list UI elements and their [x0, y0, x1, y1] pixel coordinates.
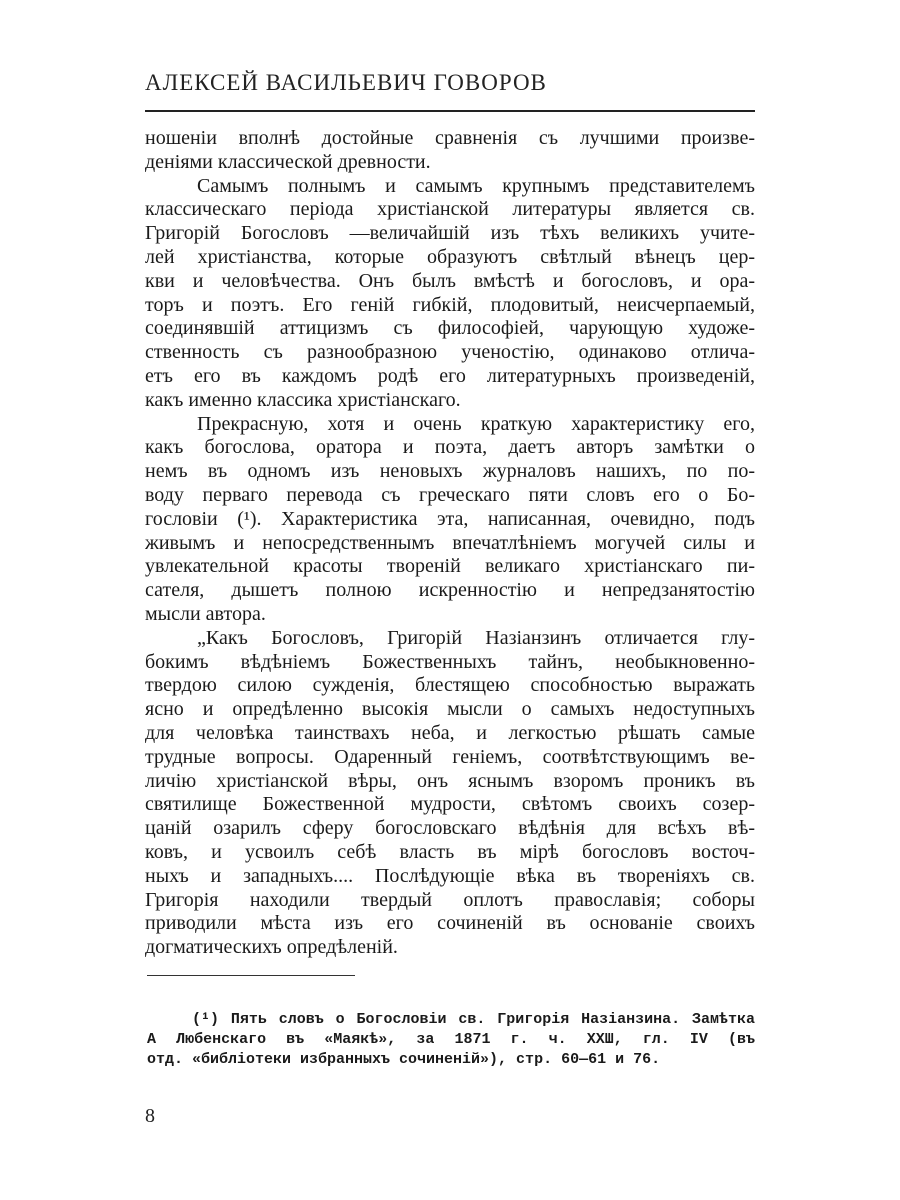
- text-line: Григорія находили твердый оплотъ православія; соборы: [145, 888, 755, 911]
- text-line: догматическихъ опредѣленій.: [145, 936, 398, 959]
- text-line: соединявшій аттицизмъ съ философіей, чарующую художе-: [145, 317, 755, 340]
- text-line: цаній озарилъ сферу богословскаго вѣдѣнія для всѣхъ вѣ-: [145, 817, 755, 840]
- running-head: АЛЕКСЕЙ ВАСИЛЬЕВИЧ ГОВОРОВ: [145, 70, 547, 95]
- page-number: 8: [145, 1105, 155, 1127]
- body-text: [145, 127, 755, 960]
- text-line: личію христіанской вѣры, онъ яснымъ взоромъ проникъ въ: [145, 769, 755, 792]
- text-line: приводили мѣста изъ его сочиненій въ основаніе своихъ: [145, 912, 755, 935]
- paragraph-3: [145, 413, 755, 627]
- footnote: [147, 1010, 755, 1070]
- text-line: ковъ, и усвоилъ себѣ власть въ мірѣ богословъ восточ-: [145, 840, 755, 863]
- text-line: торъ и поэтъ. Его геній гибкій, плодовитый, неисчерпаемый,: [145, 293, 755, 316]
- text-line: твердою силою сужденія, блестящею способностью выражать: [145, 674, 755, 697]
- paragraph-4-quote: [145, 627, 755, 960]
- text-line: „Какъ Богословъ, Григорій Назіанзинъ отличается глу-: [197, 626, 755, 649]
- text-line: ныхъ и западныхъ.... Послѣдующіе вѣка въ твореніяхъ св.: [145, 864, 755, 887]
- text-line: трудные вопросы. Одаренный геніемъ, соотвѣтствующимъ ве-: [145, 745, 755, 768]
- text-line: гословіи (¹). Характеристика эта, написанная, очевидно, подъ: [145, 507, 755, 530]
- text-line: какъ богослова, оратора и поэта, даетъ авторъ замѣтки о: [145, 436, 755, 459]
- text-line: етъ его въ каждомъ родѣ его литературныхъ произведеній,: [145, 364, 755, 387]
- text-line: живымъ и непосредственнымъ впечатлѣніемъ могучей силы и: [145, 531, 755, 554]
- footnote-line: А Любенскаго въ «Маякѣ», за 1871 г. ч. ХХШ, гл. IV (въ: [147, 1031, 755, 1048]
- text-line: для человѣка таинствахъ неба, и легкостью рѣшать самые: [145, 721, 755, 744]
- text-line: классическаго періода христіанской литературы является св.: [145, 198, 755, 221]
- footnote-line: отд. «библіотеки избранныхъ сочиненій»), стр. 60—61 и 76.: [147, 1051, 661, 1068]
- text-line: Прекрасную, хотя и очень краткую характеристику его,: [197, 412, 755, 435]
- text-line: воду перваго перевода съ греческаго пяти словъ его о Бо-: [145, 483, 755, 506]
- text-line: мысли автора.: [145, 602, 266, 625]
- text-line: кви и человѣчества. Онъ былъ вмѣстѣ и богословъ, и ора-: [145, 269, 755, 292]
- footnote-line: (¹) Пять словъ о Богословіи св. Григорія Назіанзина. Замѣтка: [192, 1011, 755, 1028]
- text-line: бокимъ вѣдѣніемъ Божественныхъ тайнъ, необыкновенно-: [145, 650, 755, 673]
- paragraph-1: [145, 127, 755, 175]
- text-line: ственность съ разнообразною ученостію, одинаково отлича-: [145, 341, 755, 364]
- text-line: лей христіанства, которые образуютъ свѣтлый вѣнецъ цер-: [145, 245, 755, 268]
- header-rule: [145, 110, 755, 112]
- text-line: сателя, дышетъ полною искренностію и непредзанятостію: [145, 579, 755, 602]
- paragraph-2: [145, 175, 755, 413]
- text-line: немъ въ одномъ изъ неновыхъ журналовъ нашихъ, по по-: [145, 460, 755, 483]
- text-line: ношеніи вполнѣ достойные сравненія съ лучшими произве-: [145, 127, 755, 149]
- text-line: какъ именно классика христіанскаго.: [145, 388, 461, 411]
- footnote-rule: [147, 975, 355, 976]
- text-line: деніями классической древности.: [145, 150, 431, 173]
- text-line: ясно и опредѣленно высокія мысли о самыхъ недоступныхъ: [145, 698, 755, 721]
- text-line: святилище Божественной мудрости, свѣтомъ своихъ созер-: [145, 793, 755, 816]
- text-line: Григорій Богословъ —величайшій изъ тѣхъ великихъ учите-: [145, 222, 755, 245]
- text-line: увлекательной красоты твореній великаго христіанскаго пи-: [145, 555, 755, 578]
- text-line: Самымъ полнымъ и самымъ крупнымъ представителемъ: [197, 174, 755, 197]
